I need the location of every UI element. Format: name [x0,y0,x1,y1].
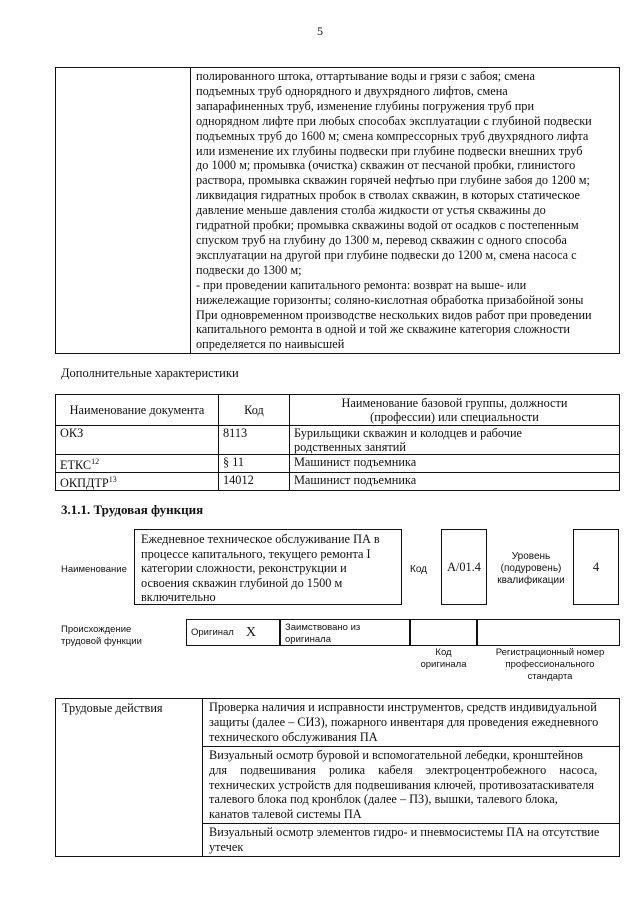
text-line: спуском труб на глубину до 1300 м, перевод скважин с одного способа [196,232,567,247]
text-line: полированного штока, оттартывание воды и грязи с забоя; смена [196,69,535,83]
text-line: давление меньше давления столба жидкости от устья скважины до [196,203,546,218]
text-line: или изменение их глубины подвески при глубине подвески внешних труб [196,143,583,158]
action-item [203,699,620,747]
caption-line: стандарта [527,671,573,682]
level-box [573,529,619,605]
header-doc [56,395,219,426]
text-line: эксплуатации на другой при глубине подвески до 1200 м, смена насоса с [196,247,577,262]
action-line: талевого блока под кронблок (далее – ПЗ), вышки, талевого блока, [209,792,558,807]
text-line: однорядном лифте при любых способах эксплуатации с глубиной подвески [196,113,592,128]
continuation-text-cell [191,68,620,354]
action-line: для подвешивания ролика кабеля электроцентробежного насоса, [209,762,598,777]
footnote-ref: 13 [108,475,117,485]
actions-label: Трудовые действия [62,701,163,715]
caption-line: Регистрационный номер [495,647,605,658]
level-label [490,551,572,587]
action-line: утечек [209,840,244,855]
doc-name: ОКПДТР [60,476,109,491]
extra-characteristics-table [55,394,620,491]
caption-line: оригинала [420,659,467,670]
level-label-line: квалификации [497,575,565,586]
level-value: 4 [592,559,600,574]
caption-line: Код [435,647,452,658]
action-line: Визуальный осмотр элементов гидро- и пневмосистемы ПА на отсутствие [209,825,600,840]
code-cell [219,426,290,455]
text-line: подвески до 1300 м; [196,262,302,277]
occupation-line: Машинист подъемника [294,455,417,469]
table-row [56,699,620,747]
function-code-box [441,529,487,605]
header-name-line: (профессии) или специальности [370,410,539,424]
header-name [290,395,620,426]
occupation-line: Машинист подъемника [294,473,417,488]
function-name-line: Ежедневное техническое обслуживание ПА в [141,532,380,546]
text-line: - при проведении капитального ремонта: возврат на выше- или [196,277,527,292]
text-line: При одновременном производстве нескольких видов работ при проведении [196,307,592,322]
text-line: раствора, промывка скважин горячей нефтью при глубине забоя до 1200 м; [196,173,590,188]
extra-heading: Дополнительные характеристики [61,366,239,380]
text-line: ликвидация гидратных пробок в стволах скважин, в которых статическое [196,188,581,203]
labour-actions-table [55,698,620,857]
header-doc-text: Наименование документа [69,403,205,417]
doc-code: 14012 [223,473,254,488]
origin-label-line: трудовой функции [61,636,142,647]
action-line: защиты (далее – СИЗ), пожарного инвентаря для проведения ежедневного [209,714,599,729]
occupation-cell [290,473,620,491]
level-label-line: (подуровень) [500,563,562,574]
function-name-line: освоения скважин глубиной до 1500 м [141,575,343,590]
continuation-empty-cell [56,68,191,354]
function-name-line: включительно [141,590,216,604]
action-line: технических устройств для подвешивания ключей, противозатаскивателя [209,777,595,792]
action-line: канатов талевой системы ПА [209,807,362,822]
occupation-cell [290,455,620,473]
action-line: Визуальный осмотр буровой и вспомогательной лебедки, кронштейнов [209,747,583,762]
table-row [56,455,620,473]
doc-cell [56,426,219,455]
occupation-line: Бурильщики скважин и колодцев и рабочие [294,426,522,440]
header-code-text: Код [244,403,264,417]
occupation-cell [290,426,620,455]
text-line: определяется по наивысшей [196,337,345,352]
occupation-line: родственных занятий [294,440,406,454]
action-line: Проверка наличия и исправности инструментов, средств индивидуальной [209,700,597,714]
original-mark: X [245,624,256,640]
text-line: нижележащие горизонты; соляно-кислотная обработка призабойной зоны [196,292,584,307]
table-row [56,473,620,491]
text-line: запарафиненных труб, изменение глубины погружения труб при [196,98,535,113]
action-line: технического обслуживания ПА [209,729,378,744]
level-label-line: Уровень [511,551,551,562]
original-code-box [410,619,477,646]
borrowed-box [280,619,410,646]
doc-code: § 11 [223,455,245,469]
function-heading: 3.1.1. Трудовая функция [61,502,204,517]
code-cell [219,473,290,491]
header-name-line: Наименование базовой группы, должности [341,396,568,410]
text-line: подъемных труб до 1600 м; смена компрессорных труб двухрядного лифта [196,128,589,143]
text-line: гидратной пробки; промывка скважины водой от осадков с постепенным [196,218,579,233]
origin-label-line: Происхождение [61,624,132,635]
footnote-ref: 12 [91,457,100,466]
function-name-box [134,529,402,605]
text-line: капитального ремонта в одной и той же скважине категория сложности [196,322,571,337]
function-name-line: категории сложности, реконструкции и [141,561,347,575]
header-code [219,395,290,426]
function-code: A/01.4 [447,559,481,574]
doc-name: ЕТКС [60,458,92,473]
registration-number-box [477,619,620,646]
doc-name: ОКЗ [60,426,84,440]
code-label: Код [410,564,428,575]
original-box [186,619,280,646]
text-line: до 1000 м; промывка (очистка) скважин от песчаной пробки, глинистого [196,158,576,173]
borrowed-line: Заимствовано из [285,622,361,633]
actions-label-cell [56,699,203,857]
action-item [203,824,620,857]
code-cell [219,455,290,473]
action-item [203,746,620,824]
caption-line: профессионального [505,659,595,670]
borrowed-line: оригинала [285,634,332,645]
function-name-line: процессе капитального, текущего ремонта I [141,546,371,561]
doc-cell [56,455,219,473]
original-code-caption [410,647,477,671]
original-label: Оригинал [191,627,234,638]
continuation-table [55,67,620,354]
name-label: Наименование [61,564,127,575]
table-row [56,426,620,455]
page-number: 5 [317,24,323,38]
text-line: подъемных труб однорядного и двухрядного лифтов, смена [196,83,508,98]
registration-number-caption [480,647,620,683]
origin-label [61,624,142,648]
doc-cell [56,473,219,491]
doc-code: 8113 [223,426,248,440]
